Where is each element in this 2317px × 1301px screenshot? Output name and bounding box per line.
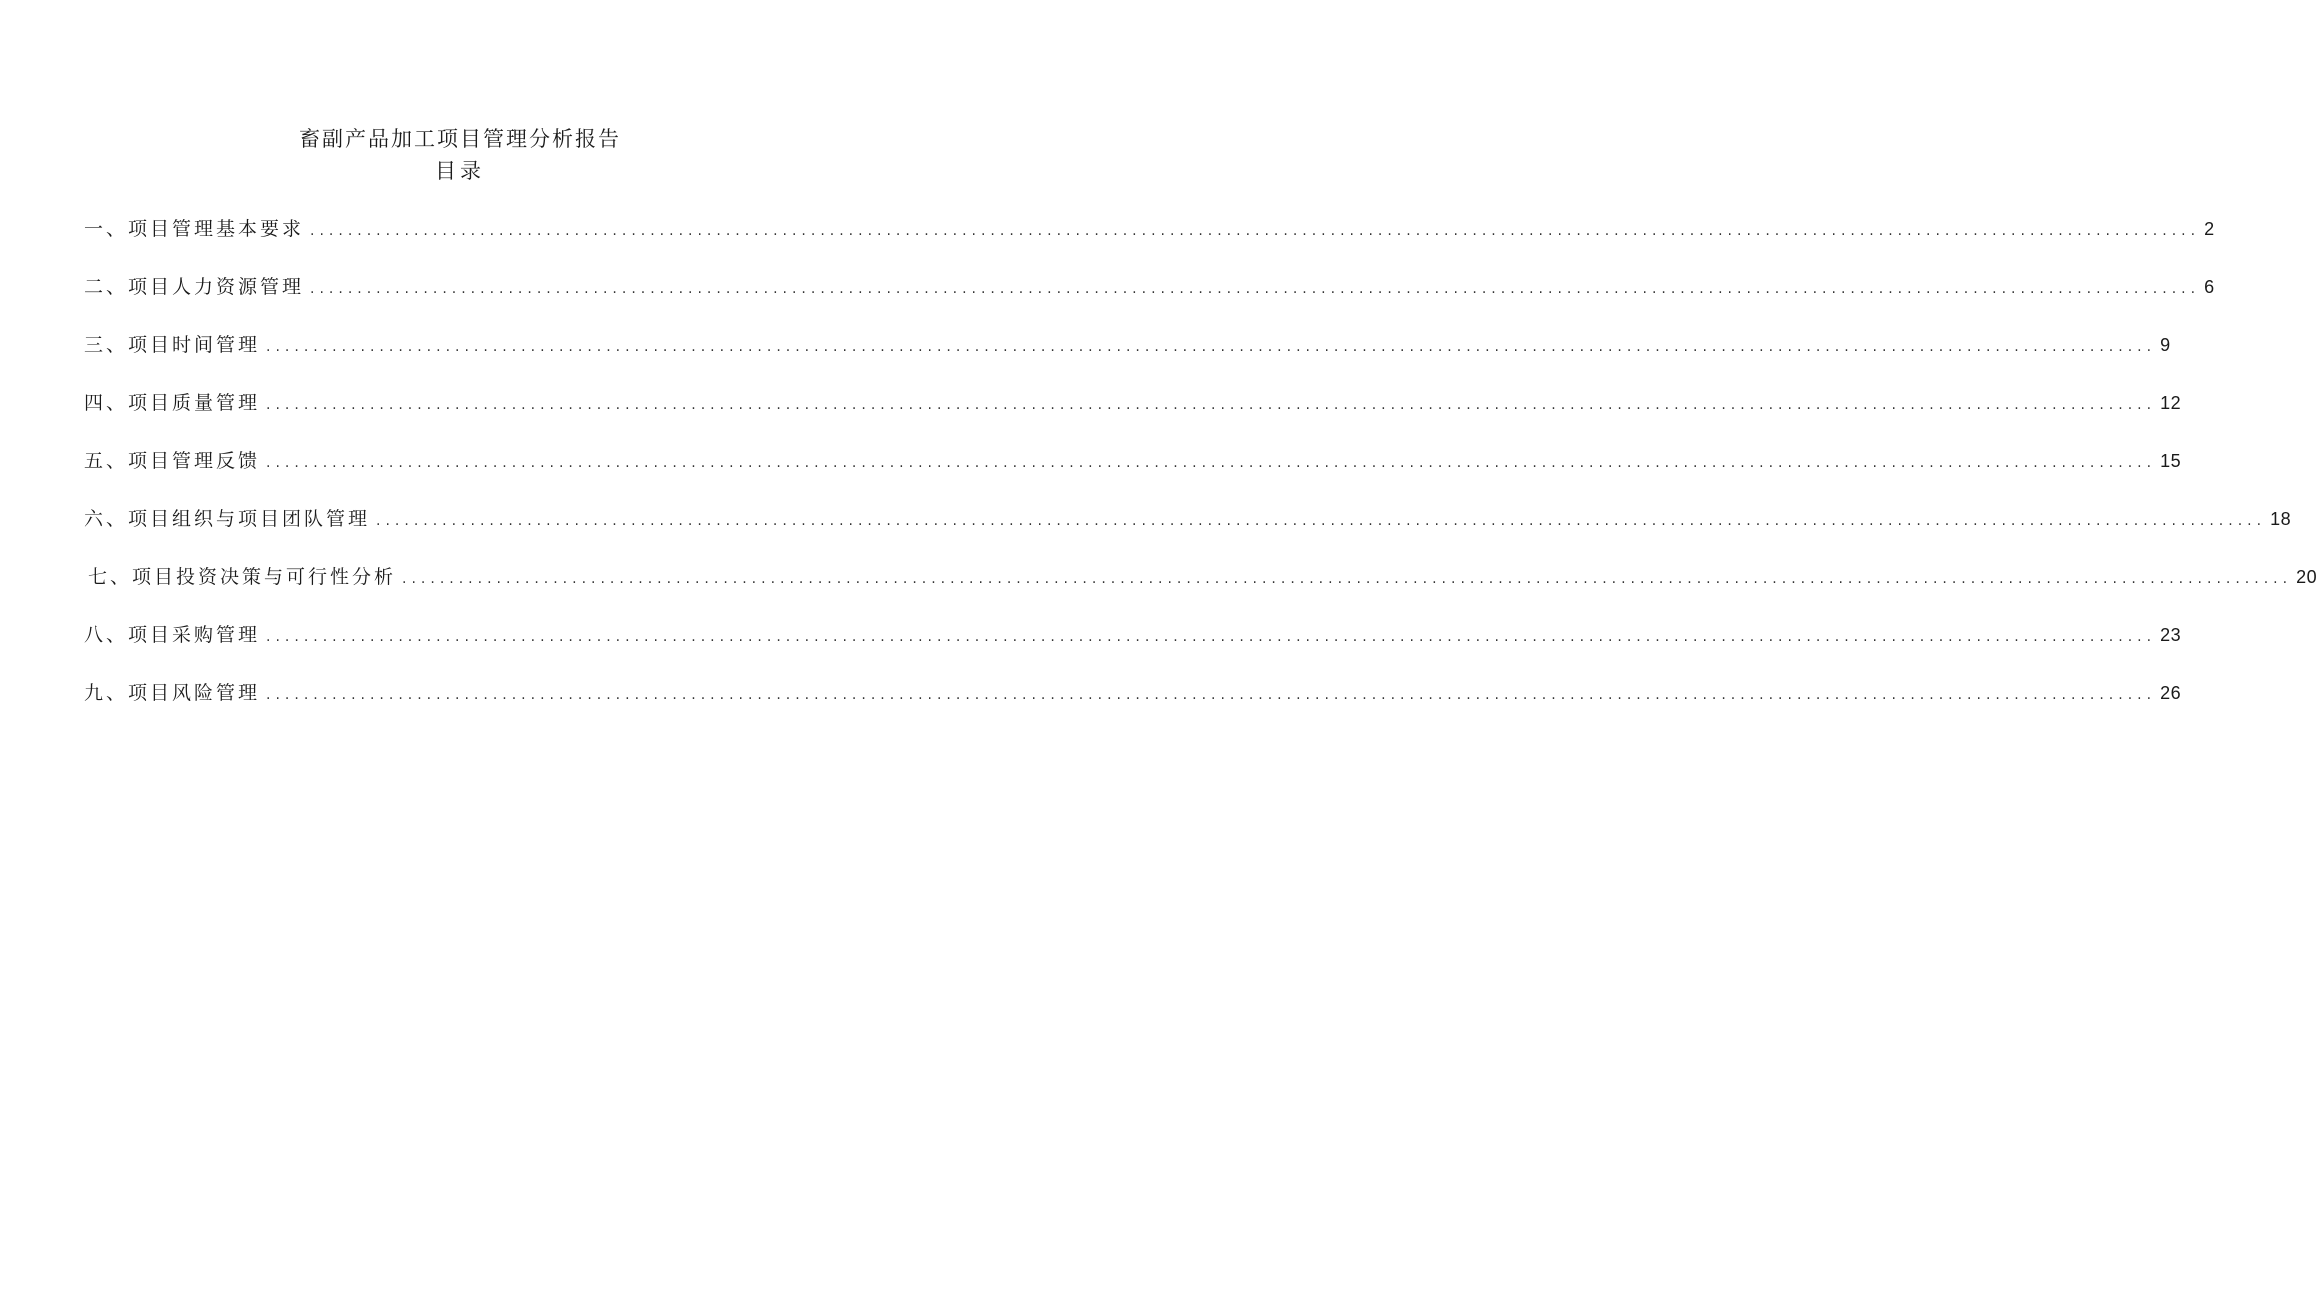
toc-dot-leader: ........................................................................................................................................................................................................ <box>310 281 2201 297</box>
toc-entry-page: 23 <box>2160 625 2182 645</box>
toc-entry-page: 9 <box>2160 335 2171 355</box>
toc-dot-leader: ........................................................................................................................................................................................................ <box>266 687 2157 703</box>
toc-entry[interactable] <box>84 388 2182 446</box>
toc-entry-page: 12 <box>2160 393 2182 413</box>
toc-entry-label: 四、项目质量管理 <box>84 392 261 414</box>
toc-entry[interactable] <box>84 272 2215 330</box>
toc-dot-leader: ........................................................................................................................................................................................................ <box>266 339 2157 355</box>
toc-entry-page: 20 <box>2296 567 2317 587</box>
toc-entry-label: 三、项目时间管理 <box>84 334 261 356</box>
toc-entry[interactable] <box>84 504 2292 562</box>
toc-entry[interactable] <box>84 678 2182 736</box>
toc-entry-label: 八、项目采购管理 <box>84 624 261 646</box>
toc-heading: 目录 <box>435 159 485 183</box>
toc-entry[interactable] <box>84 446 2182 504</box>
toc-entry-label: 七、项目投资决策与可行性分析 <box>88 566 397 588</box>
toc-entry-page: 26 <box>2160 683 2182 703</box>
toc-entry-label: 一、项目管理基本要求 <box>84 218 305 240</box>
toc-entry[interactable] <box>84 562 2317 620</box>
toc-entry-page: 2 <box>2204 219 2215 239</box>
toc-entry-label: 五、项目管理反馈 <box>84 450 261 472</box>
toc-dot-leader: ........................................................................................................................................................................................................ <box>402 571 2293 587</box>
toc-dot-leader: ........................................................................................................................................................................................................ <box>310 223 2201 239</box>
toc-dot-leader: ........................................................................................................................................................................................................ <box>266 397 2157 413</box>
toc-entry-label: 九、项目风险管理 <box>84 682 261 704</box>
toc-entry-page: 18 <box>2270 509 2292 529</box>
toc-entry-page: 6 <box>2204 277 2215 297</box>
toc-entry-label: 二、项目人力资源管理 <box>84 276 305 298</box>
toc-dot-leader: ........................................................................................................................................................................................................ <box>266 629 2157 645</box>
toc-entry[interactable] <box>84 214 2215 272</box>
document-title: 畜副产品加工项目管理分析报告 <box>299 127 621 151</box>
toc-entry[interactable] <box>84 330 2171 388</box>
toc-entry-label: 六、项目组织与项目团队管理 <box>84 508 371 530</box>
toc-entry[interactable] <box>84 620 2182 678</box>
toc-dot-leader: ........................................................................................................................................................................................................ <box>266 455 2157 471</box>
table-of-contents <box>84 214 2317 736</box>
toc-dot-leader: ........................................................................................................................................................................................................ <box>376 513 2267 529</box>
toc-entry-page: 15 <box>2160 451 2182 471</box>
